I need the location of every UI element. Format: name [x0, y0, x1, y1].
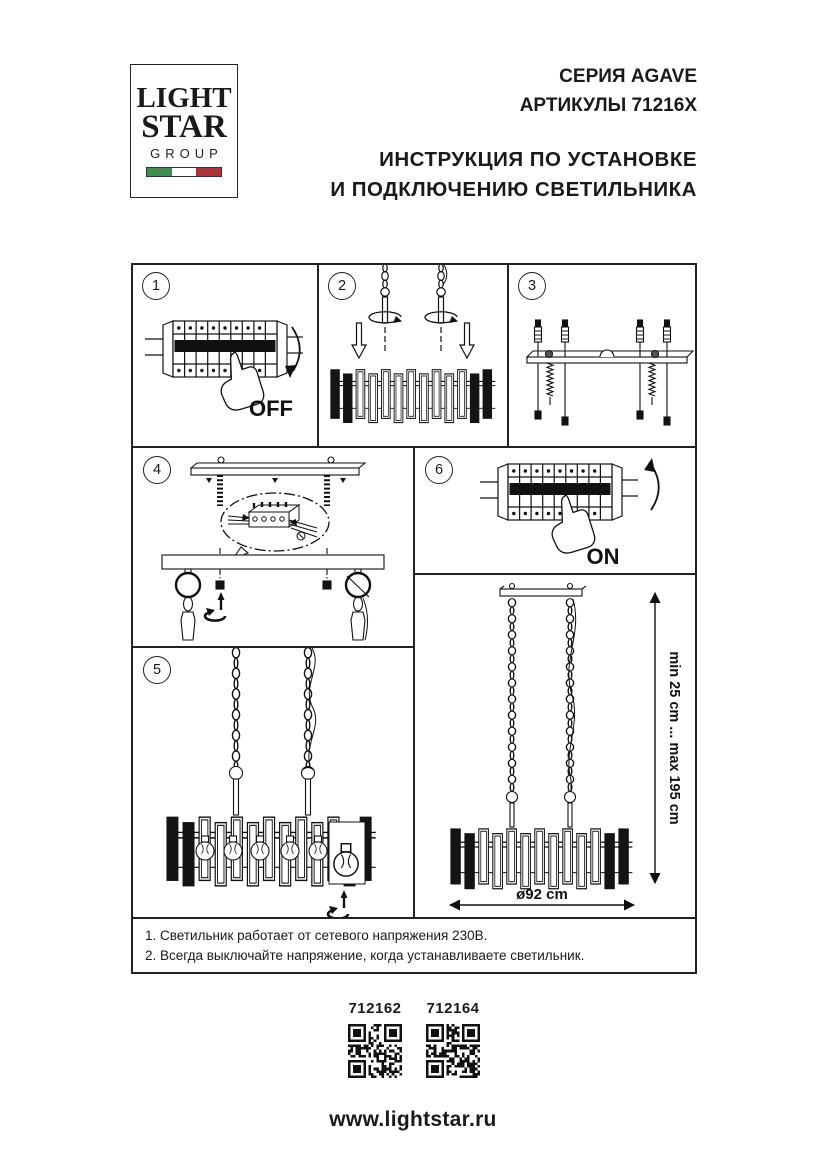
qr-item-1: [345, 1000, 405, 1083]
note-line-1: 1. Светильник работает от сетевого напряжения 230В.: [145, 928, 488, 943]
step-3-panel: [507, 263, 697, 448]
dimensions-diagram: [415, 575, 695, 917]
notes-box: [131, 917, 697, 974]
instruction-title-line1: ИНСТРУКЦИЯ ПО УСТАНОВКЕ: [379, 147, 697, 171]
qr-code-image-1: [345, 1024, 405, 1083]
step-6-diagram-breaker-on: [415, 448, 695, 573]
step-6-badge: 6: [425, 456, 453, 484]
height-range-label: min 25 cm ... max 195 cm: [666, 651, 682, 825]
logo-word-group: GROUP: [150, 145, 223, 161]
header-text: [330, 62, 697, 204]
step-1-badge: 1: [142, 272, 170, 300]
off-label: OFF: [249, 396, 293, 421]
on-label: ON: [586, 544, 620, 569]
qr-item-2: [423, 1000, 483, 1083]
step-3-badge: 3: [518, 272, 546, 300]
footer-website: www.lightstar.ru: [329, 1108, 497, 1131]
step-5-badge: 5: [143, 656, 171, 684]
step-5-diagram-bulbs: [133, 648, 413, 917]
step-2-panel: [317, 263, 509, 448]
step-1-panel: [131, 263, 319, 448]
articles-title: АРТИКУЛЫ 71216X: [519, 95, 697, 117]
qr-section: [131, 1000, 697, 1083]
series-title: СЕРИЯ AGAVE: [559, 66, 697, 87]
step-5-panel: [131, 646, 415, 919]
step-4-diagram-wiring: [133, 448, 413, 646]
step-4-badge: 4: [143, 456, 171, 484]
step-2-badge: 2: [328, 272, 356, 300]
instruction-title: [330, 145, 697, 204]
italian-flag-stripe: [146, 167, 222, 177]
dimensions-panel: [413, 573, 697, 919]
qr-code-image-2: [423, 1024, 483, 1083]
logo-word-star: STAR: [141, 109, 227, 146]
logo-word-light: LIGHT: [136, 82, 232, 115]
instruction-title-line2: И ПОДКЛЮЧЕНИЮ СВЕТИЛЬНИКА: [330, 177, 697, 201]
diameter-label: ø92 cm: [516, 886, 568, 903]
step-4-panel: [131, 446, 415, 648]
step-6-panel: [413, 446, 697, 575]
qr-label-1: 712162: [348, 1000, 402, 1017]
qr-label-2: 712164: [426, 1000, 480, 1017]
lightstar-logo: [130, 64, 238, 198]
note-line-2: 2. Всегда выключайте напряжение, когда устанавливаете светильник.: [145, 948, 585, 964]
